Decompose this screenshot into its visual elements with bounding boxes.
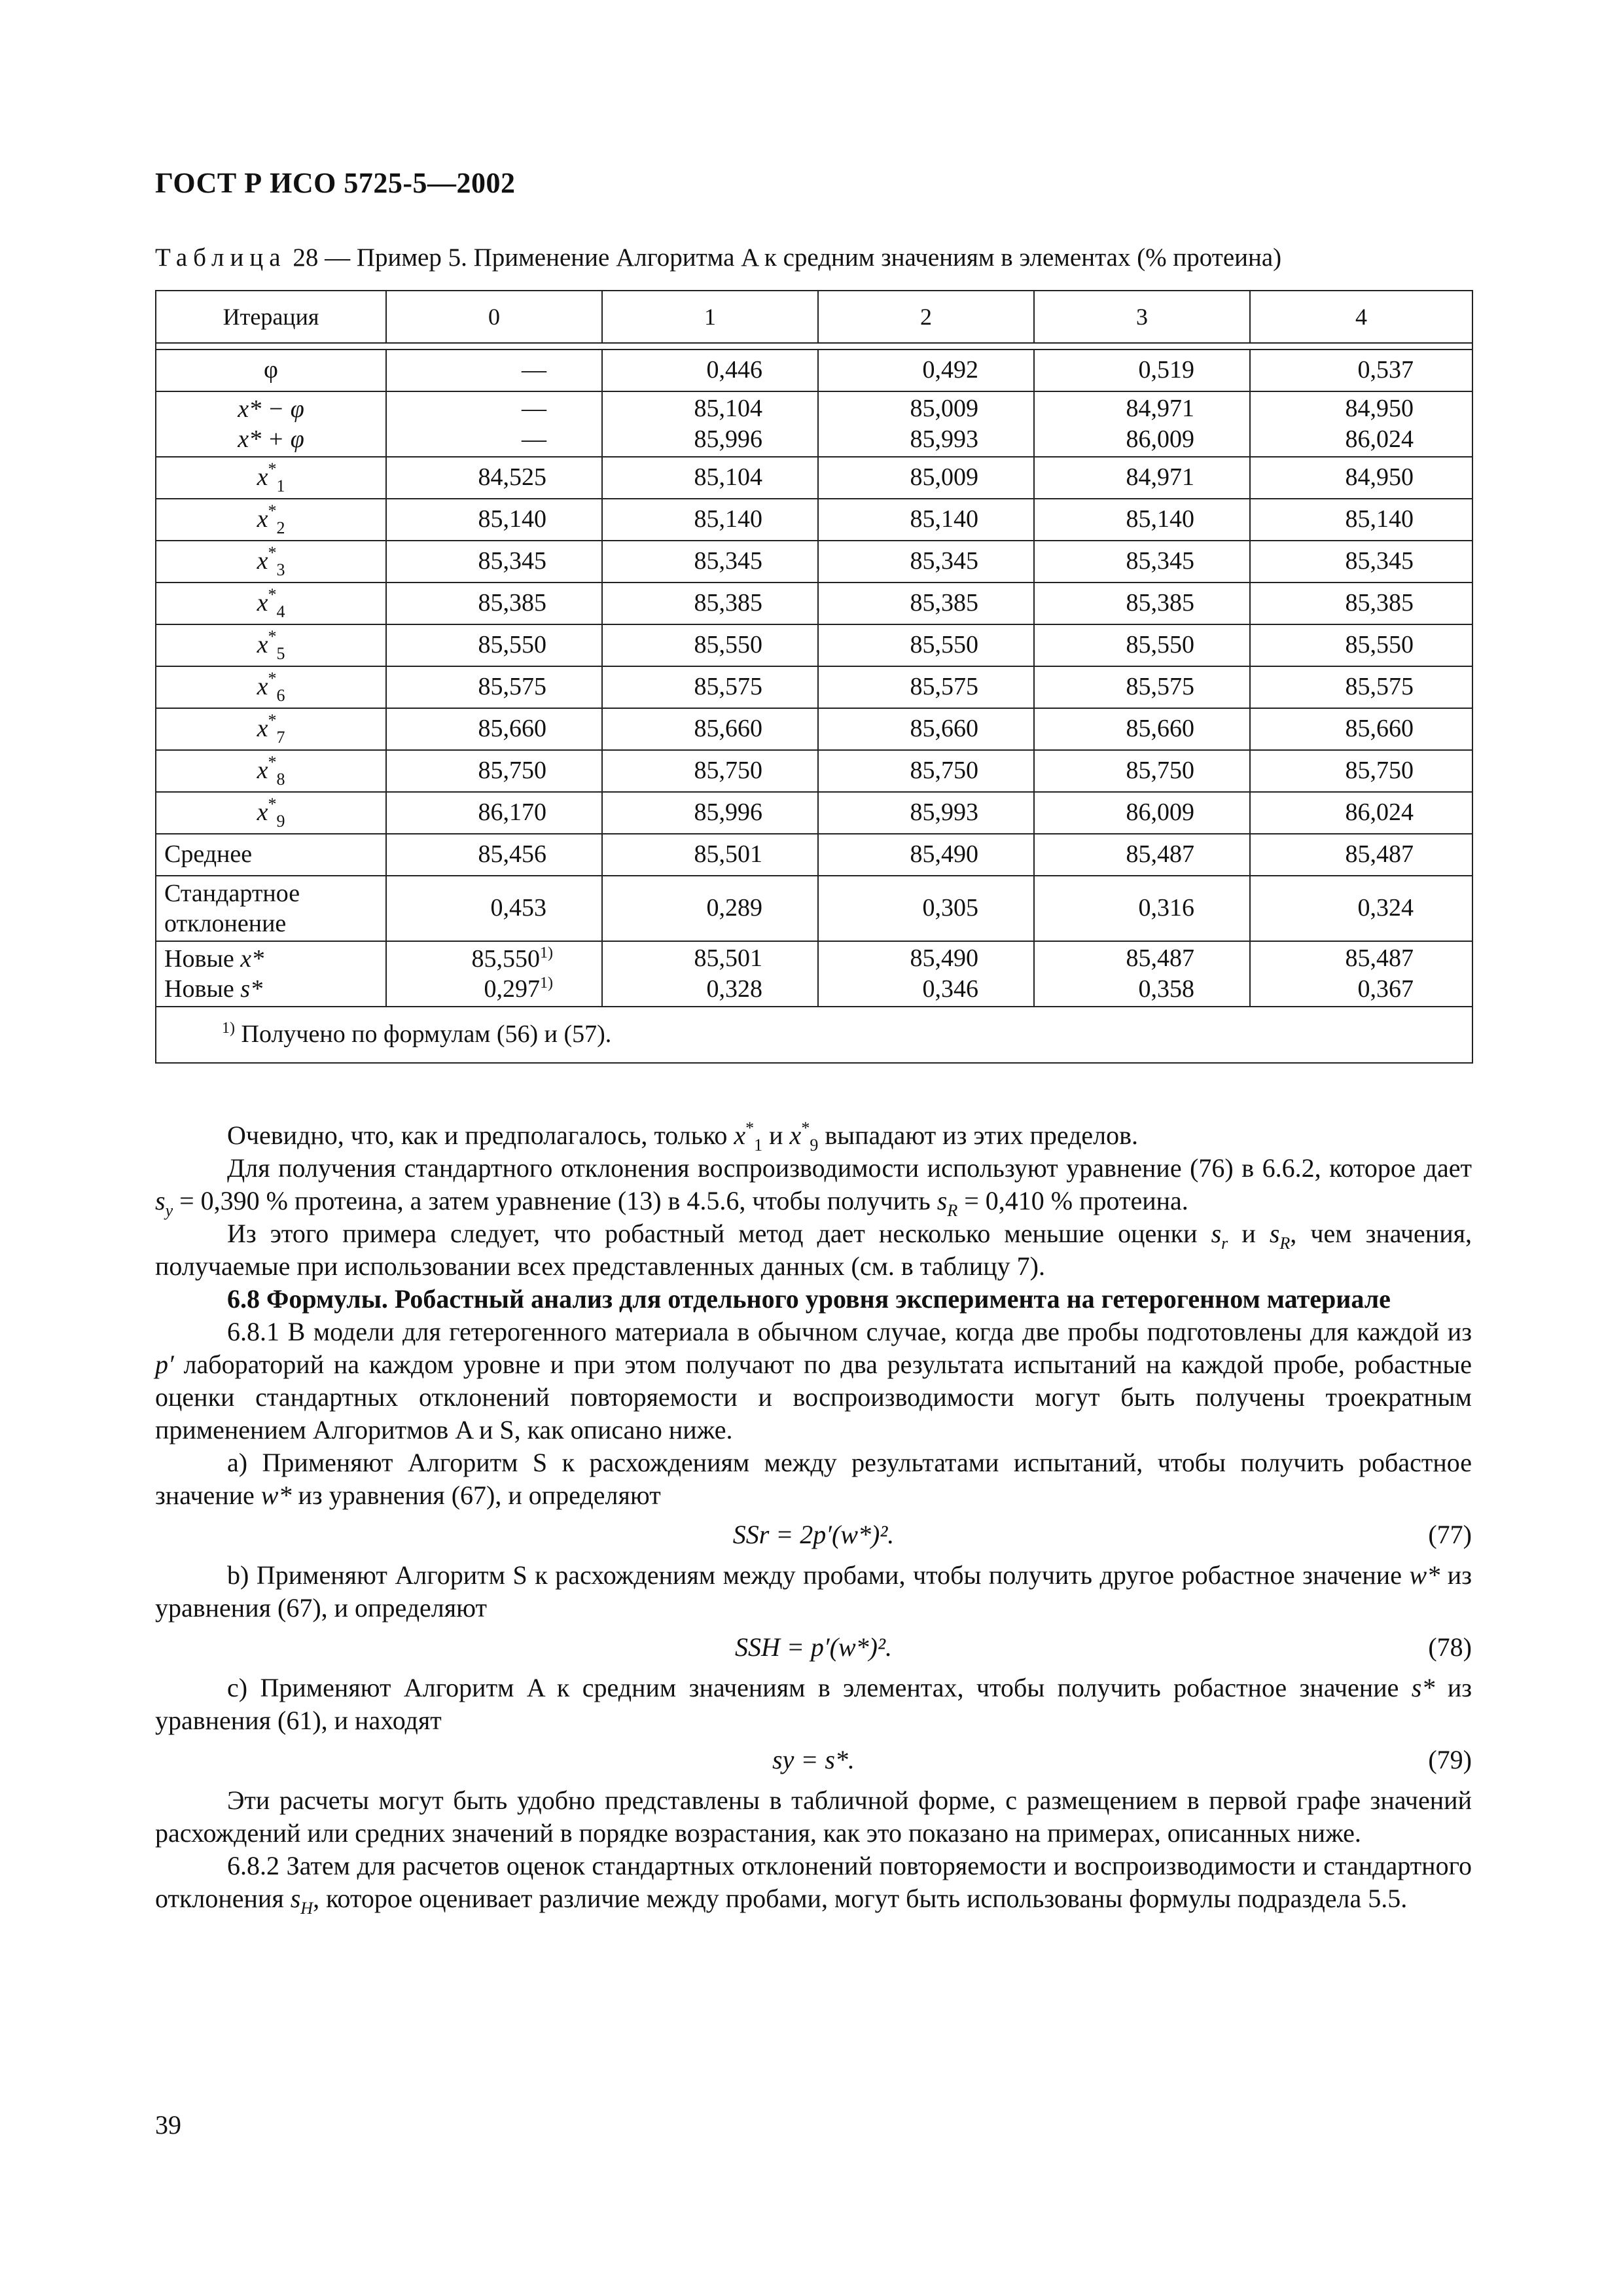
table-header-row — [156, 291, 1472, 343]
table-footnote: $^{1)}$ Получено по формулам (56) и (57). — [156, 1007, 1472, 1063]
table-cell: 0,453 — [386, 876, 602, 941]
table-row-mean — [156, 834, 1472, 876]
paragraph: b) Применяют Алгоритм S к расхождениям между пробами, чтобы получить другое робастное значение w* из уравнения (67), и определяют — [155, 1560, 1472, 1623]
row-label-x: $x^*_9$ — [156, 792, 386, 834]
table-cell: 85,996 — [602, 792, 818, 834]
row-label-x: $x^*_6$ — [156, 666, 386, 708]
table-cell: 85,550 — [386, 624, 602, 666]
table-cell: 86,024 — [1250, 792, 1472, 834]
row-label-x: $x^*_4$ — [156, 583, 386, 624]
table-row-new-values — [156, 941, 1472, 1007]
table-cell: 85,660 — [1034, 708, 1250, 750]
table-row-x4 — [156, 583, 1472, 624]
table-caption — [155, 242, 1281, 274]
row-label-x: $x^*_3$ — [156, 541, 386, 583]
table-row-x2 — [156, 499, 1472, 541]
section-heading: 6.8 Формулы. Робастный анализ для отдельного уровня эксперимента на гетерогенном материале — [227, 1284, 1391, 1314]
table-cell: 85,550 — [818, 624, 1034, 666]
column-header: 2 — [818, 291, 1034, 343]
table-row-x9 — [156, 792, 1472, 834]
table-row-phi — [156, 350, 1472, 391]
table-cell: 85,140 — [1250, 499, 1472, 541]
paragraph: Для получения стандартного отклонения воспроизводимости используют уравнение (76) в 6.6.2, которое дает $s_y = 0,390$ % протеина, а затем уравнение (13) в 4.5.6, чтобы получить $s_R = 0,410$ % протеина. — [155, 1153, 1472, 1220]
table-cell: 85,660 — [1250, 708, 1472, 750]
table-caption-text: 28 — Пример 5. Применение Алгоритма A к средним значениям в элементах (% протеина) — [286, 243, 1282, 272]
document-code-header: ГОСТ Р ИСО 5725-5—2002 — [155, 167, 516, 199]
formula-78: SSH = p′(w*)². (78) — [735, 1632, 1472, 1662]
table-cell: 84,525 — [386, 457, 602, 499]
table-cell: 85,750 — [818, 750, 1034, 792]
table-cell: 84,971 — [1034, 457, 1250, 499]
formula-79: sy = s*. (79) — [772, 1745, 1472, 1774]
table-row-x5 — [156, 624, 1472, 666]
table-cell: 0,446 — [602, 350, 818, 391]
table-cell: 85,456 — [386, 834, 602, 876]
table-cell: 85,009 — [818, 457, 1034, 499]
table-cell: 85,00985,993 — [818, 391, 1034, 457]
table-row-x6 — [156, 666, 1472, 708]
table-cell: 85,575 — [1034, 666, 1250, 708]
table-cell: 85,750 — [386, 750, 602, 792]
table-cell: 85,5010,328 — [602, 941, 818, 1007]
table-cell: 85,550$^{1)}$ 0,297$^{1)}$ — [386, 941, 602, 1007]
table-cell: 85,487 — [1034, 834, 1250, 876]
table-cell: 85,575 — [1250, 666, 1472, 708]
table-cell: 84,97186,009 — [1034, 391, 1250, 457]
table-cell: 85,385 — [386, 583, 602, 624]
body-text — [155, 1119, 1472, 1918]
table-cell: 0,316 — [1034, 876, 1250, 941]
table-cell: —— — [386, 391, 602, 457]
table-cell: 85,501 — [602, 834, 818, 876]
table-cell: 86,170 — [386, 792, 602, 834]
row-label-x: $x^*_2$ — [156, 499, 386, 541]
paragraph: Из этого примера следует, что робастный метод дает несколько меньшие оценки $s_r$ и $s_R$, чем значения, получаемые при использовании всех представленных данных (см. в таблицу 7). — [155, 1219, 1472, 1281]
column-header: 4 — [1250, 291, 1472, 343]
table-cell: 85,385 — [818, 583, 1034, 624]
table-cell: 85,660 — [386, 708, 602, 750]
table-cell: 85,750 — [602, 750, 818, 792]
row-label-std-dev: Стандартное отклонение — [156, 876, 386, 941]
table-cell: 85,575 — [818, 666, 1034, 708]
table-cell: 85,385 — [1250, 583, 1472, 624]
table-row-x3 — [156, 541, 1472, 583]
table-cell: 85,575 — [386, 666, 602, 708]
table-cell: 85,750 — [1034, 750, 1250, 792]
table-cell: 85,345 — [818, 541, 1034, 583]
table-footnote-row — [156, 1007, 1472, 1063]
row-label-limits: x* − φ x* + φ — [156, 391, 386, 457]
table-cell: 85,4900,346 — [818, 941, 1034, 1007]
table-cell: 85,550 — [1034, 624, 1250, 666]
paragraph: a) Применяют Алгоритм S к расхождениям между результатами испытаний, чтобы получить робастное значение w* из уравнения (67), и определяют — [155, 1448, 1472, 1510]
table-cell: 85,140 — [1034, 499, 1250, 541]
table-cell: 85,345 — [386, 541, 602, 583]
page-number: 39 — [155, 2110, 181, 2140]
formula-77: SSr = 2p′(w*)². (77) — [732, 1520, 1472, 1549]
column-header: 1 — [602, 291, 818, 343]
table-cell: — — [386, 350, 602, 391]
table-cell: 85,385 — [1034, 583, 1250, 624]
table-cell: 85,140 — [386, 499, 602, 541]
row-label-new-values: Новые x* Новые s* — [156, 941, 386, 1007]
table-cell: 84,95086,024 — [1250, 391, 1472, 457]
table-cell: 85,550 — [1250, 624, 1472, 666]
table-cell: 85,345 — [1250, 541, 1472, 583]
paragraph: Очевидно, что, как и предполагалось, только $x^*_1$ и $x^*_9$ выпадают из этих пределов. — [227, 1119, 1139, 1155]
table-cell: 0,492 — [818, 350, 1034, 391]
table-cell: 0,305 — [818, 876, 1034, 941]
column-header: Итерация — [156, 291, 386, 343]
table-cell: 85,140 — [818, 499, 1034, 541]
row-label-x: $x^*_5$ — [156, 624, 386, 666]
row-label-x: $x^*_8$ — [156, 750, 386, 792]
row-label-mean: Среднее — [156, 834, 386, 876]
paragraph: 6.8.1 В модели для гетерогенного материала в обычном случае, когда две пробы подготовлены для каждой из p′ лабораторий на каждом уровне и при этом получают по два результата испытаний на каждой пробе, робастные оценки стандартных отклонений повторяемости и воспроизводимости могут быть получены троекратным применением Алгоритмов A и S, как описано ниже. — [155, 1317, 1472, 1444]
table-row-x1 — [156, 457, 1472, 499]
table-cell: 85,385 — [602, 583, 818, 624]
table-cell: 85,104 — [602, 457, 818, 499]
table-cell: 85,10485,996 — [602, 391, 818, 457]
table-cell: 0,537 — [1250, 350, 1472, 391]
table-cell: 85,575 — [602, 666, 818, 708]
row-label-x: $x^*_7$ — [156, 708, 386, 750]
table-cell: 85,345 — [602, 541, 818, 583]
table-cell: 0,519 — [1034, 350, 1250, 391]
column-header: 0 — [386, 291, 602, 343]
table-cell: 85,660 — [818, 708, 1034, 750]
table-caption-word: Таблица — [155, 243, 287, 272]
table-cell: 85,750 — [1250, 750, 1472, 792]
column-header: 3 — [1034, 291, 1250, 343]
table-cell: 85,4870,358 — [1034, 941, 1250, 1007]
table-cell: 0,289 — [602, 876, 818, 941]
table-cell: 85,550 — [602, 624, 818, 666]
iteration-table — [155, 290, 1473, 1064]
table-cell: 85,660 — [602, 708, 818, 750]
table-cell: 85,487 — [1250, 834, 1472, 876]
table-cell: 84,950 — [1250, 457, 1472, 499]
paragraph: c) Применяют Алгоритм A к средним значениям в элементах, чтобы получить робастное значение s* из уравнения (61), и находят — [155, 1673, 1472, 1735]
table-row-std-dev — [156, 876, 1472, 941]
table-cell: 85,490 — [818, 834, 1034, 876]
paragraph: Эти расчеты могут быть удобно представлены в табличной форме, с размещением в первой графе значений расхождений или средних значений в порядке возрастания, как это показано на примерах, описанных ниже. — [155, 1785, 1472, 1848]
table-cell: 0,324 — [1250, 876, 1472, 941]
table-row-x7 — [156, 708, 1472, 750]
table-cell: 85,140 — [602, 499, 818, 541]
row-label-x: $x^*_1$ — [156, 457, 386, 499]
table-row-x8 — [156, 750, 1472, 792]
table-cell: 85,345 — [1034, 541, 1250, 583]
row-label-phi: φ — [156, 350, 386, 391]
paragraph: 6.8.2 Затем для расчетов оценок стандартных отклонений повторяемости и воспроизводимости и стандартного отклонения $s_H$, которое оценивает различие между пробами, могут быть использованы формулы подраздела 5.5. — [155, 1851, 1472, 1918]
table-row-limits — [156, 391, 1472, 457]
table-cell: 85,4870,367 — [1250, 941, 1472, 1007]
table-separator-row — [156, 343, 1472, 350]
table-cell: 85,993 — [818, 792, 1034, 834]
table-cell: 86,009 — [1034, 792, 1250, 834]
